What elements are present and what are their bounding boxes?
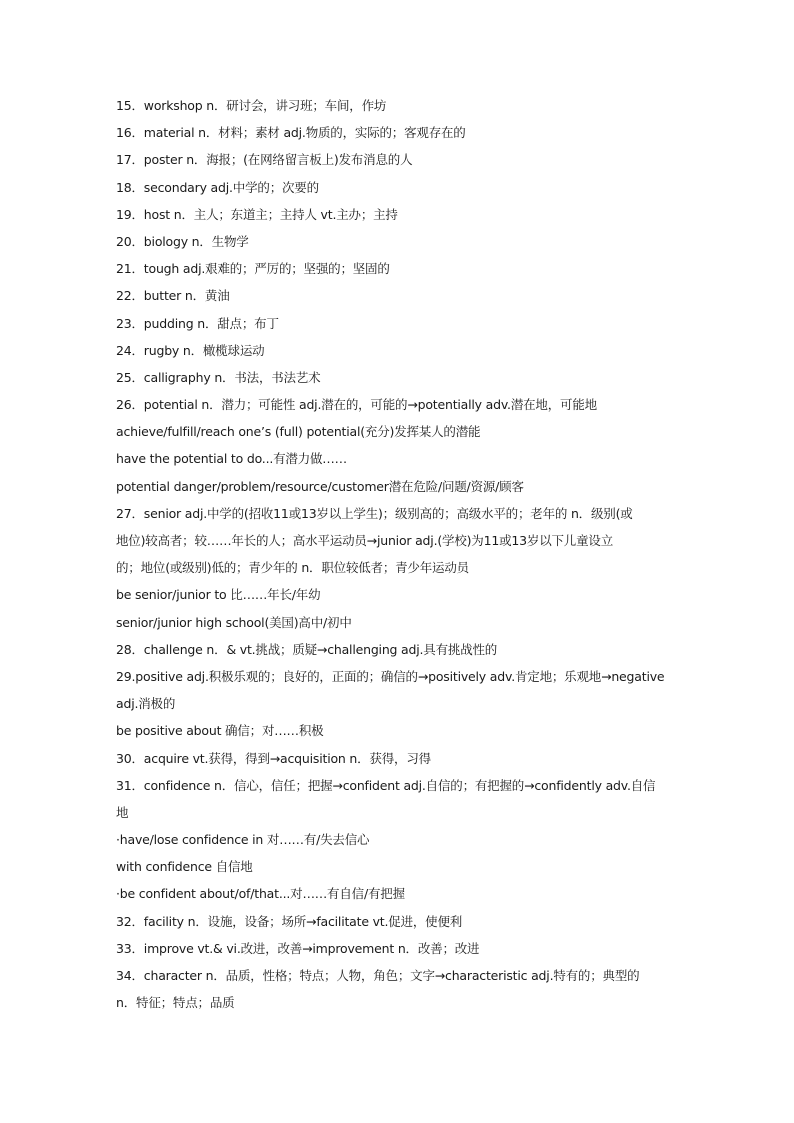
entry-line: 32．facility n．设施，设备；场所→facilitate vt.促进，使便利: [116, 913, 463, 929]
entry-line: 18．secondary adj.中学的；次要的: [116, 179, 319, 195]
phrase-line: potential danger/problem/resource/customer潜在危险/问题/资源/顾客: [116, 478, 524, 494]
phrase-line: senior/junior high school(美国)高中/初中: [116, 614, 352, 630]
entry-line: 26．potential n．潜力；可能性 adj.潜在的，可能的→potentially adv.潜在地，可能地: [116, 397, 597, 413]
entry-continuation: adj.消极的: [116, 696, 176, 712]
entry-continuation: 地: [116, 804, 129, 820]
entry-line: 27．senior adj.中学的(招收11或13岁以上学生)；级别高的；高级水平的；老年的 n．级别(或: [116, 505, 633, 521]
entry-line: 17．poster n．海报；(在网络留言板上)发布消息的人: [116, 152, 413, 168]
entry-continuation: 的；地位(或级别)低的；青少年的 n．职位较低者；青少年运动员: [116, 560, 469, 576]
phrase-line: achieve/fulfill/reach one’s (full) potential(充分)发挥某人的潜能: [116, 424, 481, 440]
entry-line: 28．challenge n．& vt.挑战；质疑→challenging adj.具有挑战性的: [116, 641, 498, 657]
entry-continuation: 地位)较高者；较……年长的人；高水平运动员→junior adj.(学校)为11或13岁以下儿童设立: [116, 533, 614, 548]
entry-line: 30．acquire vt.获得，得到→acquisition n．获得，习得: [116, 750, 431, 766]
phrase-line: ·be confident about/of/that...对……有自信/有把握: [116, 886, 405, 902]
entry-line: 33．improve vt.& vi.改进，改善→improvement n．改善；改进: [116, 940, 480, 956]
entry-line: 15．workshop n．研讨会，讲习班；车间，作坊: [116, 98, 387, 113]
entry-line: 16．material n．材料；素材 adj.物质的，实际的；客观存在的: [116, 125, 466, 141]
entry-line: 22．butter n．黄油: [116, 288, 230, 304]
phrase-line: have the potential to do...有潜力做……: [116, 451, 347, 467]
entry-line: 23．pudding n．甜点；布丁: [116, 315, 279, 331]
entry-line: 20．biology n．生物学: [116, 233, 249, 249]
entry-line: 19．host n．主人；东道主；主持人 vt.主办；主持: [116, 206, 398, 222]
entry-line: 31．confidence n．信心，信任；把握→confident adj.自信的；有把握的→confidently adv.自信: [116, 777, 656, 793]
entry-line: 25．calligraphy n．书法，书法艺术: [116, 369, 321, 385]
vocabulary-list: [116, 92, 680, 1016]
phrase-line: with confidence 自信地: [116, 859, 253, 875]
phrase-line: ·have/lose confidence in 对……有/失去信心: [116, 832, 370, 848]
phrase-line: be senior/junior to 比……年长/年幼: [116, 587, 321, 603]
entry-continuation: n．特征；特点；品质: [116, 995, 235, 1011]
entry-line: 21．tough adj.艰难的；严厉的；坚强的；坚固的: [116, 261, 390, 277]
entry-line: 34．character n．品质，性格；特点；人物，角色；文字→characteristic adj.特有的；典型的: [116, 968, 640, 983]
phrase-line: be positive about 确信；对……积极: [116, 723, 324, 739]
entry-line: 24．rugby n．橄榄球运动: [116, 342, 265, 358]
entry-line: 29.positive adj.积极乐观的；良好的，正面的；确信的→positively adv.肯定地；乐观地→negative: [116, 668, 665, 684]
